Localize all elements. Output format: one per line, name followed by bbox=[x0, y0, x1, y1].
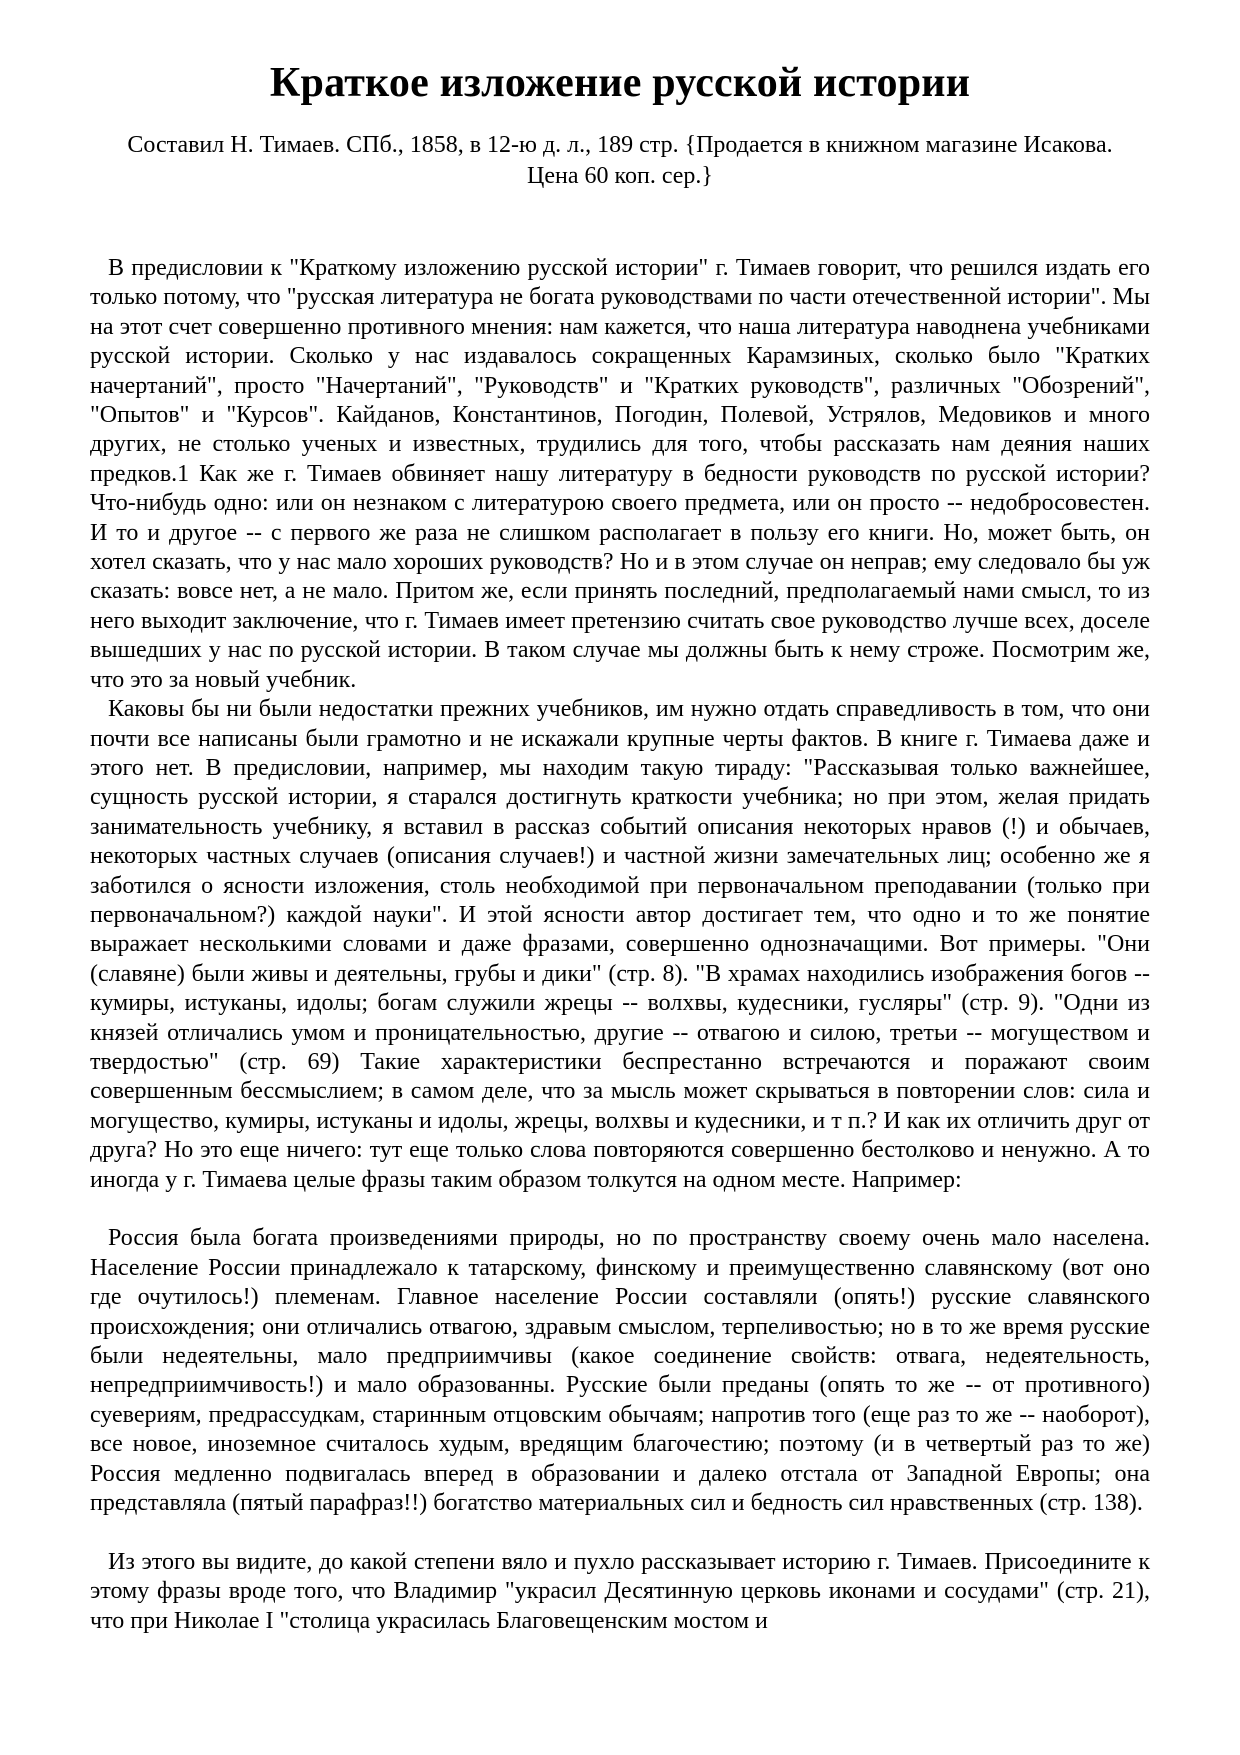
document-page bbox=[90, 0, 1150, 1636]
paragraph-spacer bbox=[90, 1195, 1150, 1224]
quoted-paragraph: Россия была богата произведениями природы, но по пространству своему очень мало населена. Население России принадлежало к татарскому, финскому и преимущественно славянскому (вот оно где очутилось!) племенам. Главное население России составляли (опять!) русские славянского происхождения; они отличались отвагою, здравым смыслом, терпеливостью; но в то же время русские были недеятельны, мало предприимчивы (какое соединение свойств: отвага, недеятельность, непредприимчивость!) и мало образованны. Русские были преданы (опять то же -- от противного) суевериям, предрассудкам, старинным отцовским обычаям; напротив того (еще раз то же -- наоборот), все новое, иноземное считалось худым, вредящим благочестию; поэтому (и в четвертый раз то же) Россия медленно подвигалась вперед в образовании и далеко отстала от Западной Европы; она представляла (пятый парафраз!!) богатство материальных сил и бедность сил нравственных (стр. 138). bbox=[90, 1225, 1150, 1517]
paragraph: В предисловии к "Краткому изложению русской истории" г. Тимаев говорит, что решился издать его только потому, что "русская литература не богата руководствами по части отечественной истории". Мы на этот счет совершенно противного мнения: нам кажется, что наша литература наводнена учебниками русской истории. Сколько у нас издавалось сокращенных Карамзиных, сколько было "Кратких начертаний", просто "Начертаний", "Руководств" и "Кратких руководств", различных "Обозрений", "Опытов" и "Курсов". Кайданов, Константинов, Погодин, Полевой, Устрялов, Медовиков и много других, не столько ученых и известных, трудились для того, чтобы рассказать нам деяния наших предков.1 Как же г. Тимаев обвиняет нашу литературу в бедности руководств по русской истории? Что-нибудь одно: или он незнаком с литературою своего предмета, или он просто -- недобросовестен. И то и другое -- с первого же раза не слишком располагает в пользу его книги. Но, может быть, он хотел сказать, что у нас мало хороших руководств? Но и в этом случае он неправ; ему следовало бы уж сказать: вовсе нет, а не мало. Притом же, если принять последний, предполагаемый нами смысл, то из него выходит заключение, что г. Тимаев имеет претензию считать свое руководство лучше всех, доселе вышедших у нас по русской истории. В таком случае мы должны быть к нему строже. Посмотрим же, что это за новый учебник. bbox=[90, 255, 1150, 693]
paragraph: Каковы бы ни были недостатки прежних учебников, им нужно отдать справедливость в том, что они почти все написаны были грамотно и не искажали крупные черты фактов. В книге г. Тимаева даже и этого нет. В предисловии, например, мы находим такую тираду: "Рассказывая только важнейшее, сущность русской истории, я старался достигнуть краткости учебника; но при этом, желая придать занимательность учебнику, я вставил в рассказ событий описания некоторых нравов (!) и обычаев, некоторых частных случаев (описания случаев!) и частной жизни замечательных лиц; особенно же я заботился о ясности изложения, столь необходимой при первоначальном преподавании (только при первоначальном?) каждой науки". И этой ясности автор достигает тем, что одно и то же понятие выражает несколькими словами и даже фразами, совершенно однозначащими. Вот примеры. "Они (славяне) были живы и деятельны, грубы и дики" (стр. 8). "В храмах находились изображения богов -- кумиры, истуканы, идолы; богам служили жрецы -- волхвы, кудесники, гусляры" (стр. 9). "Одни из князей отличались умом и проницательностью, другие -- отвагою и силою, третьи -- могуществом и твердостью" (стр. 69) Такие характеристики беспрестанно встречаются и поражают своим совершенным бессмыслием; в самом деле, что за мысль может скрываться в повторении слов: сила и могущество, кумиры, истуканы и идолы, жрецы, волхвы и кудесники, и т п.? И как их отличить друг от друга? Но это еще ничего: тут еще только слова повторяются совершенно бестолково и ненужно. А то иногда у г. Тимаева целые фразы таким образом толкутся на одном месте. Например: bbox=[90, 696, 1150, 1193]
bibliographic-note bbox=[90, 130, 1150, 192]
paragraph: Из этого вы видите, до какой степени вяло и пухло рассказывает историю г. Тимаев. Присоедините к этому фразы вроде того, что Владимир "украсил Десятинную церковь иконами и сосудами" (стр. 21), что при Николае I "столица украсилась Благовещенским мостом и bbox=[90, 1548, 1150, 1634]
bibliographic-note-line: Цена 60 коп. сер.} bbox=[527, 163, 713, 189]
document-title: Краткое изложение русской истории bbox=[269, 60, 971, 106]
article-body bbox=[90, 254, 1150, 1636]
bibliographic-note-line: Составил Н. Тимаев. СПб., 1858, в 12-ю д. л., 189 стр. {Продается в книжном магазине Исакова. bbox=[127, 132, 1113, 158]
paragraph-spacer bbox=[90, 1518, 1150, 1547]
